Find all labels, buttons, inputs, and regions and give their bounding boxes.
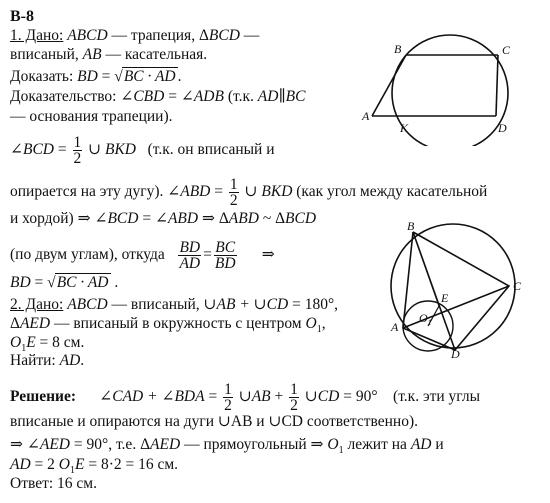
fig2-label-c: C xyxy=(513,279,522,293)
p1-text: AB xyxy=(82,46,102,63)
p2-text: AED xyxy=(39,436,70,453)
p2-text: 1 xyxy=(70,465,75,477)
p1-text: = ∠ xyxy=(168,88,194,105)
p2-text: (т.к. эти углы xyxy=(393,388,481,406)
p1-fraction: $\frac{1}{2}$ xyxy=(73,134,82,167)
p1-text: и хордой) ⇒ ∠ xyxy=(10,210,108,227)
p2-text: O xyxy=(305,315,317,332)
p2-text: O xyxy=(327,436,339,453)
p1-text: BCD xyxy=(285,210,317,227)
fig2-label-d: D xyxy=(451,347,460,358)
fig1-tangent-ab xyxy=(372,55,406,116)
p2-text: Δ xyxy=(10,315,20,332)
p1-text: ∪ xyxy=(244,183,258,201)
p1-text: BCD xyxy=(23,141,54,159)
p1-text: ADB xyxy=(193,88,224,105)
p1-text: ~ Δ xyxy=(262,210,286,227)
p2-text: ⇒ ∠ xyxy=(10,436,40,453)
p1-text: . xyxy=(114,274,119,291)
p1-text: BCD xyxy=(208,27,240,44)
p1-text: BD xyxy=(10,274,31,291)
p1-text: ABD xyxy=(228,210,259,227)
p2-given-label: 2. Дано: xyxy=(10,296,64,313)
p2-text: — прямоугольный ⇒ xyxy=(184,436,324,453)
p1-text: (по двум углам), откуда xyxy=(10,246,165,264)
p1-text: = xyxy=(214,183,224,201)
p1-text: BC xyxy=(285,88,306,105)
p1-prove-line: Доказать: BD = √BC · AD . xyxy=(10,68,182,85)
p1-text: — xyxy=(243,27,260,44)
p2-text: — вписаный в окружность с центром xyxy=(53,315,302,332)
p1-fraction: $\frac{1}{2}$ xyxy=(229,176,238,209)
p1-sqrt: BC · AD xyxy=(123,68,176,85)
p1-text: = xyxy=(57,141,67,159)
p2-text: — вписаный, xyxy=(111,296,200,313)
p2-text: ∪ xyxy=(238,388,252,406)
fig1-label-a: A xyxy=(362,109,370,123)
p1-text: = ∠ xyxy=(142,210,168,227)
p1-given-line-2 xyxy=(10,46,207,64)
p1-fraction: $\frac{BC}{BD}$ xyxy=(214,239,236,272)
p2-answer: Ответ: 16 см. xyxy=(10,475,97,492)
p1-text: ⇒ Δ xyxy=(201,210,229,227)
p2-fraction: $\frac{1}{2}$ xyxy=(290,381,298,414)
p2-fraction: $\frac{1}{2}$ xyxy=(224,381,232,414)
p1-conclusion-line xyxy=(10,210,316,228)
p1-text: (как угол между касательной xyxy=(296,183,488,201)
p2-text: + xyxy=(274,388,284,406)
p2-text: AD xyxy=(10,456,31,473)
p1-text: (т.к. он вписаный и xyxy=(147,141,275,159)
p1-text: ABCD xyxy=(67,27,108,44)
p1-text: = xyxy=(34,274,44,291)
p2-text: = 2 xyxy=(34,456,55,473)
p2-text: = xyxy=(208,388,218,406)
p1-proof-line-2: — основания трапеции). xyxy=(10,108,173,125)
p1-text: ∠ xyxy=(10,141,23,159)
p1-given-label: 1. Дано: xyxy=(10,27,64,44)
figure-2 xyxy=(385,218,545,358)
p2-text: ∪ xyxy=(304,388,318,406)
p2-text: AD xyxy=(410,436,432,453)
p1-text: Доказать: xyxy=(10,68,74,85)
p1-text: AD xyxy=(257,88,279,105)
p1-fraction: $\frac{BD}{AD}$ xyxy=(179,239,201,272)
p1-text: ABD xyxy=(167,210,199,227)
p1-text: — трапеция, Δ xyxy=(111,27,209,44)
p2-text: Найти: xyxy=(10,352,56,369)
p2-text: ∠CAD + ∠BDA xyxy=(99,388,205,406)
p2-text: O xyxy=(58,456,70,473)
p2-solution-line-2: вписаные и опираются на дуги ∪AB и ∪CD соответственно). xyxy=(10,413,419,430)
p1-text: ⇒ xyxy=(261,246,275,264)
fig2-line-be xyxy=(413,232,439,306)
p1-sqrt: BC · AD xyxy=(56,274,109,291)
p2-text: ABCD xyxy=(67,296,108,313)
p1-text: опирается на эту дугу). ∠ xyxy=(10,183,181,201)
p1-text: Доказательство: ∠ xyxy=(10,88,134,105)
p2-text: 1 xyxy=(338,445,344,457)
p1-result-line: BD = √BC · AD . xyxy=(10,274,119,291)
p2-find-line xyxy=(10,352,84,370)
p1-text: ∪ xyxy=(88,141,102,159)
p2-text: , xyxy=(321,315,326,332)
p2-text: и xyxy=(435,436,444,453)
p1-formula-line-2 xyxy=(10,177,487,208)
p2-text: = 180° xyxy=(292,296,335,313)
figure-1 xyxy=(360,28,520,146)
p1-text: BKD xyxy=(105,141,136,159)
p2-text: = 8·2 = 16 см. xyxy=(88,456,179,473)
p2-text: , xyxy=(334,296,339,313)
p1-text: — касательная. xyxy=(105,46,208,63)
p2-text: 1 xyxy=(21,343,27,355)
p2-text: E xyxy=(26,334,36,351)
p1-text: = xyxy=(101,68,111,85)
p2-text: лежит на xyxy=(347,436,407,453)
fig2-label-a: A xyxy=(391,320,399,334)
section-header: В-8 xyxy=(10,8,34,25)
p2-text: AED xyxy=(19,315,51,332)
fig2-label-b: B xyxy=(407,219,415,233)
p2-text: + ∪CD xyxy=(239,296,289,313)
fig2-label-o1: $O_1$ xyxy=(419,311,432,327)
p1-text: BKD xyxy=(261,183,293,201)
fig2-label-e: E xyxy=(441,291,449,305)
p2-text: . xyxy=(80,352,85,369)
fig1-side-cd xyxy=(496,55,498,116)
p1-formula-line xyxy=(10,135,275,166)
p2-text: AB xyxy=(251,388,271,406)
p2-text: AED xyxy=(150,436,181,453)
p1-text: BCD xyxy=(107,210,139,227)
p2-text: = 8 см. xyxy=(39,334,85,351)
p2-text: CD xyxy=(317,388,340,406)
p1-given-line xyxy=(10,27,259,45)
fig1-label-b: B xyxy=(394,42,402,56)
p1-ratio-line xyxy=(10,240,275,271)
p1-proof-line xyxy=(10,88,305,106)
p2-text: , т.е. Δ xyxy=(108,436,151,453)
p1-text: BD xyxy=(77,68,98,85)
fig1-label-c: C xyxy=(502,43,511,57)
p2-text: AD xyxy=(59,352,81,369)
p1-text: . xyxy=(177,68,182,85)
p1-text: = xyxy=(203,246,212,264)
p2-text: 1 xyxy=(316,324,322,336)
p2-given-line xyxy=(10,296,338,314)
p1-text: вписаный, xyxy=(10,46,79,63)
p1-text: ABD xyxy=(180,183,211,201)
p1-text: (т.к. xyxy=(227,88,254,105)
p2-text: ∪AB xyxy=(203,296,236,313)
p2-text: O xyxy=(10,334,22,351)
p2-text: = 90° xyxy=(73,436,109,453)
p1-text: CBD xyxy=(133,88,165,105)
p2-solution-line xyxy=(10,382,480,413)
p2-text: E xyxy=(75,456,85,473)
fig1-label-d: D xyxy=(498,121,507,135)
p2-solution-label: Решение: xyxy=(10,388,77,406)
fig1-label-k: K xyxy=(400,121,409,135)
fig1-circle xyxy=(392,35,508,146)
p2-text: = 90° xyxy=(343,388,378,406)
p1-text: ∥ xyxy=(278,88,286,105)
